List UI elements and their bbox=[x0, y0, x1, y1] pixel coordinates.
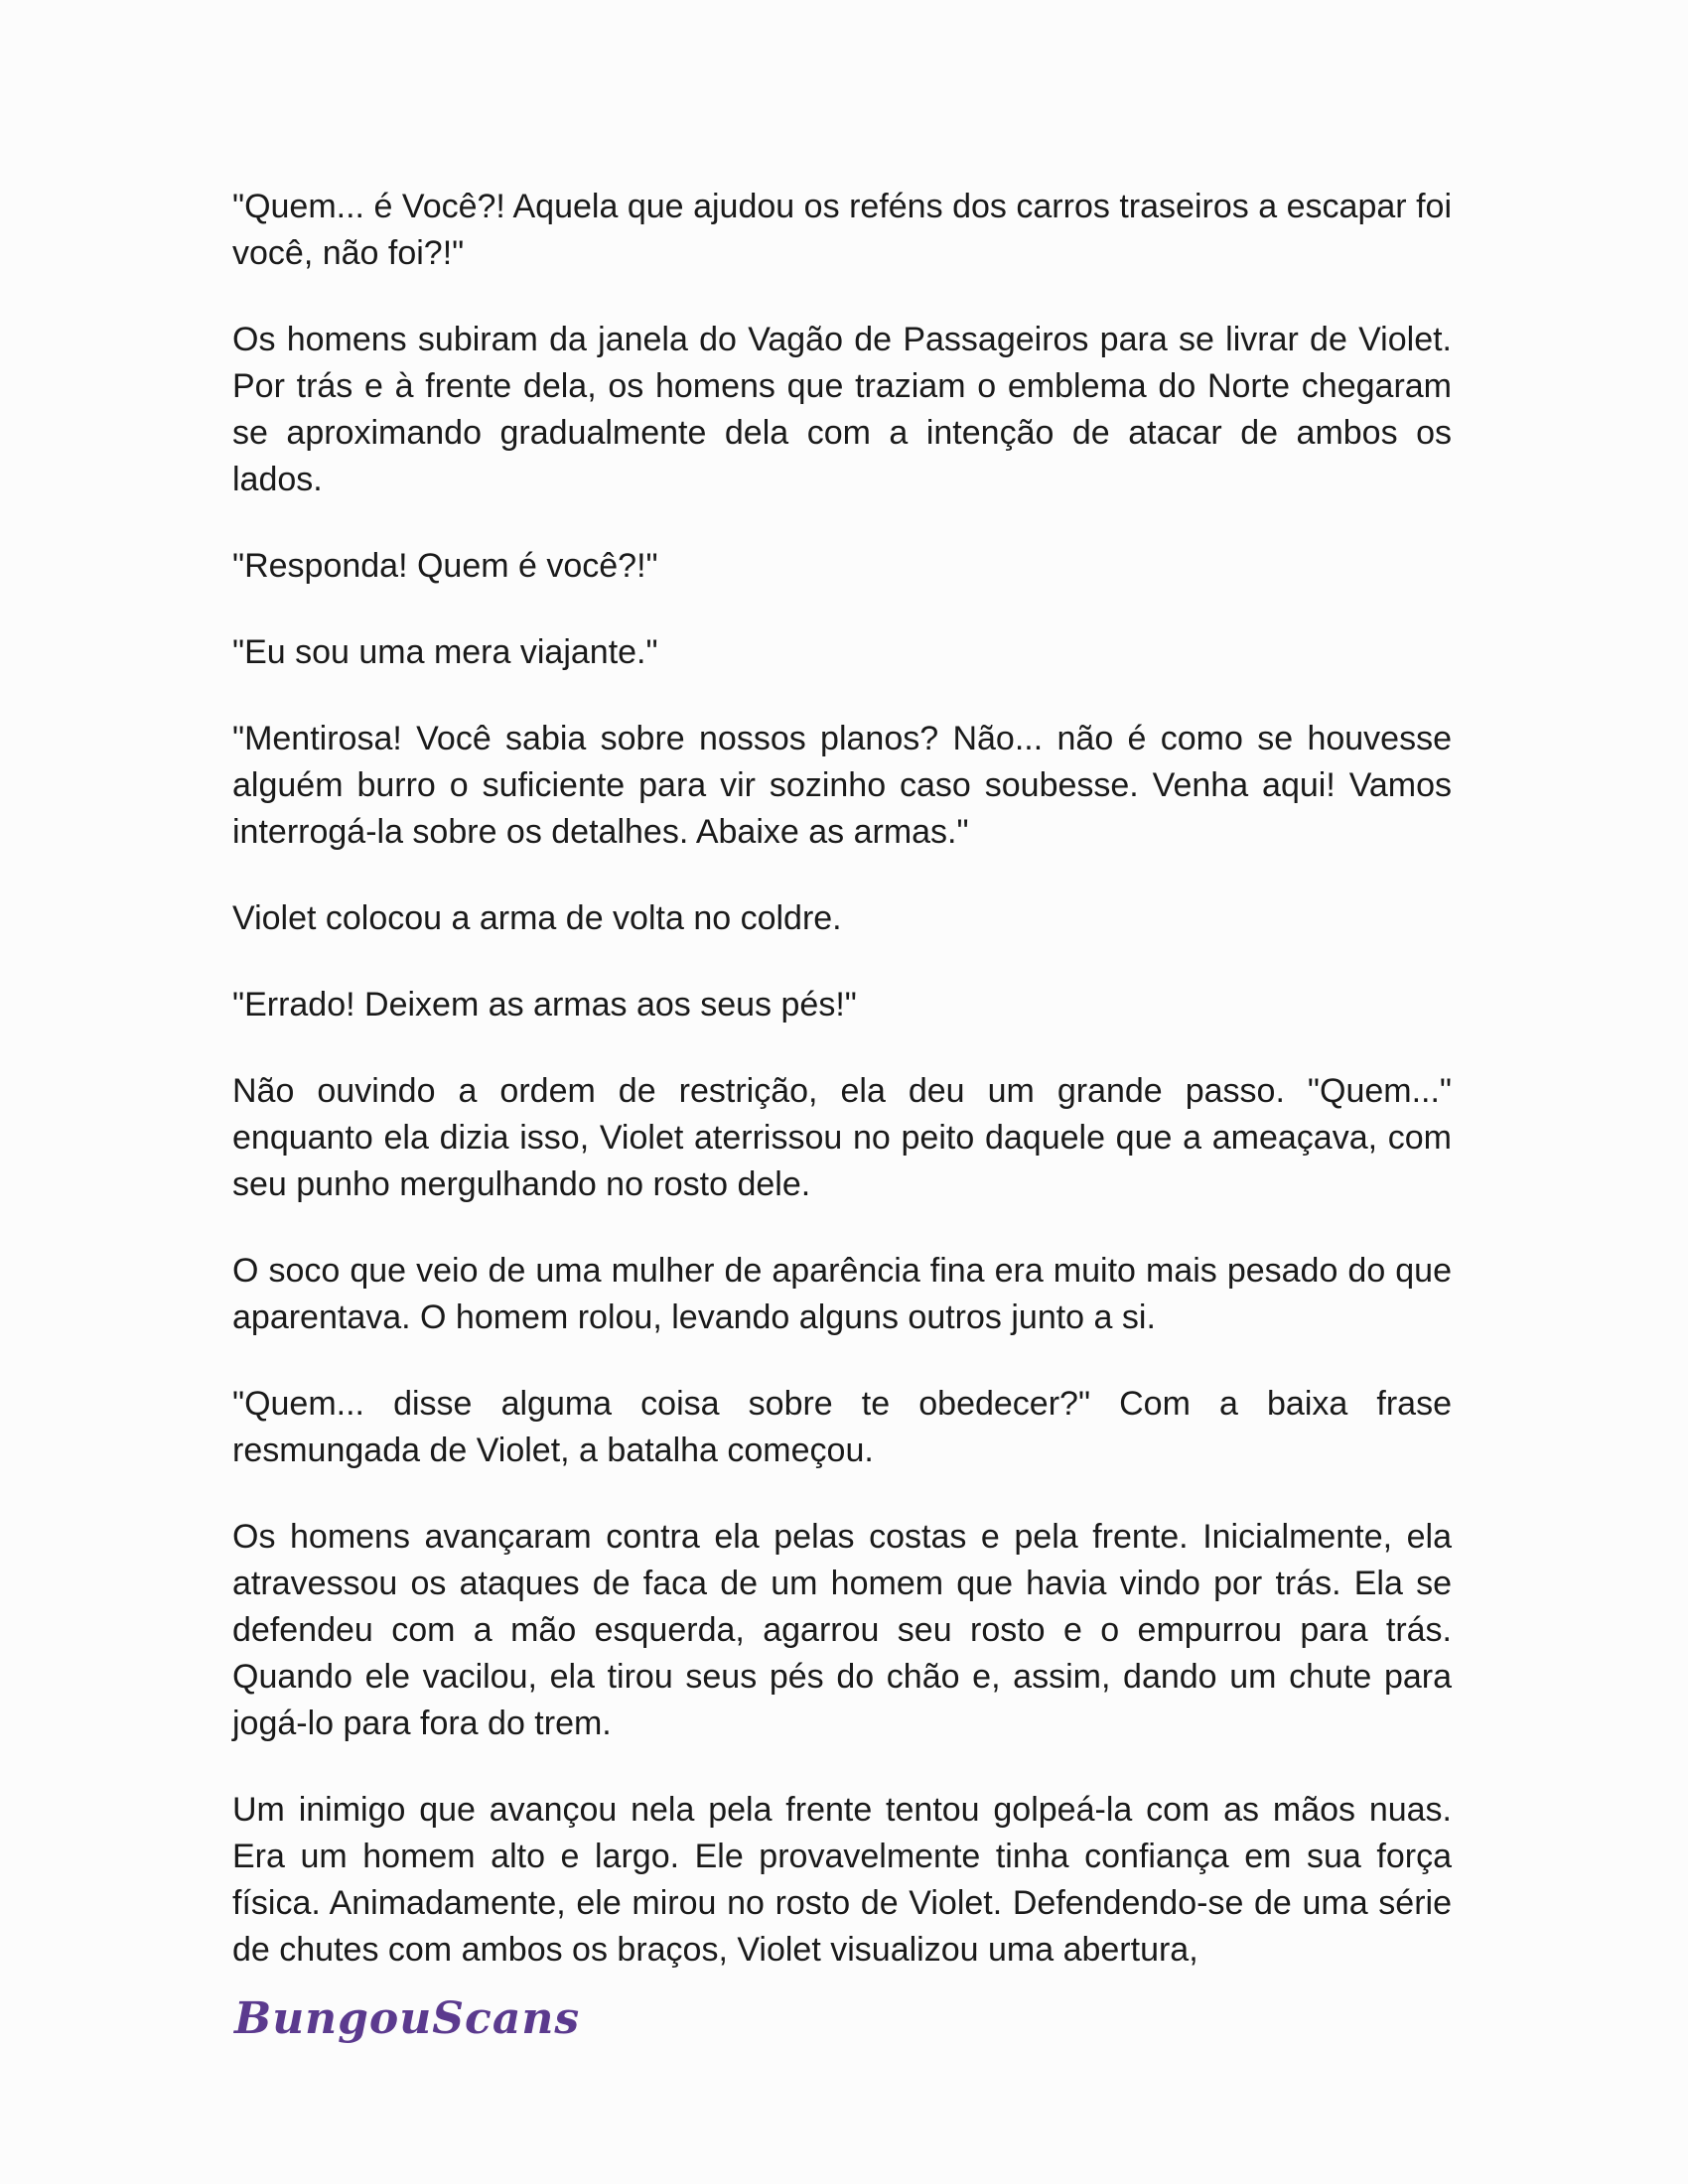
paragraph: "Eu sou uma mera viajante." bbox=[232, 633, 658, 671]
paragraph: Violet colocou a arma de volta no coldre. bbox=[232, 899, 842, 937]
paragraph: "Quem... disse alguma coisa sobre te obedecer?" Com a baixa frase resmungada de Violet, a batalha começou. bbox=[232, 1385, 1452, 1469]
paragraph: O soco que veio de uma mulher de aparência fina era muito mais pesado do que aparentava. O homem rolou, levando alguns outros junto a si. bbox=[232, 1252, 1452, 1336]
paragraph: "Mentirosa! Você sabia sobre nossos planos? Não... não é como se houvesse alguém burro o suficiente para vir sozinho caso soubesse. Venha aqui! Vamos interrogá-la sobre os detalhes. Abaixe as armas." bbox=[232, 720, 1452, 851]
paragraph: Não ouvindo a ordem de restrição, ela deu um grande passo. "Quem..." enquanto ela dizia isso, Violet aterrissou no peito daquele que a ameaçava, com seu punho mergulhando no rosto dele. bbox=[232, 1072, 1452, 1203]
paragraph: Um inimigo que avançou nela pela frente tentou golpeá-la com as mãos nuas. Era um homem alto e largo. Ele provavelmente tinha confiança em sua força física. Animadamente, ele mirou no rosto de Violet. Defendendo-se de uma série de chutes com ambos os braços, Violet visualizou uma abertura, bbox=[232, 1791, 1452, 1969]
text-content bbox=[232, 184, 1452, 2013]
paragraph: "Responda! Quem é você?!" bbox=[232, 547, 658, 585]
paragraph: "Quem... é Você?! Aquela que ajudou os reféns dos carros traseiros a escapar foi você, não foi?!" bbox=[232, 188, 1452, 272]
paragraph: Os homens subiram da janela do Vagão de Passageiros para se livrar de Violet. Por trás e à frente dela, os homens que traziam o emblema do Norte chegaram se aproximando gradualmente dela com a intenção de atacar de ambos os lados. bbox=[232, 321, 1452, 498]
bungouscans-logo: BungouScans bbox=[234, 1993, 581, 2044]
paragraph: Os homens avançaram contra ela pelas costas e pela frente. Inicialmente, ela atravessou os ataques de faca de um homem que havia vindo por trás. Ela se defendeu com a mão esquerda, agarrou seu rosto e o empurrou para trás. Quando ele vacilou, ela tirou seus pés do chão e, assim, dando um chute para jogá-lo para fora do trem. bbox=[232, 1518, 1452, 1742]
paragraph: "Errado! Deixem as armas aos seus pés!" bbox=[232, 986, 857, 1024]
